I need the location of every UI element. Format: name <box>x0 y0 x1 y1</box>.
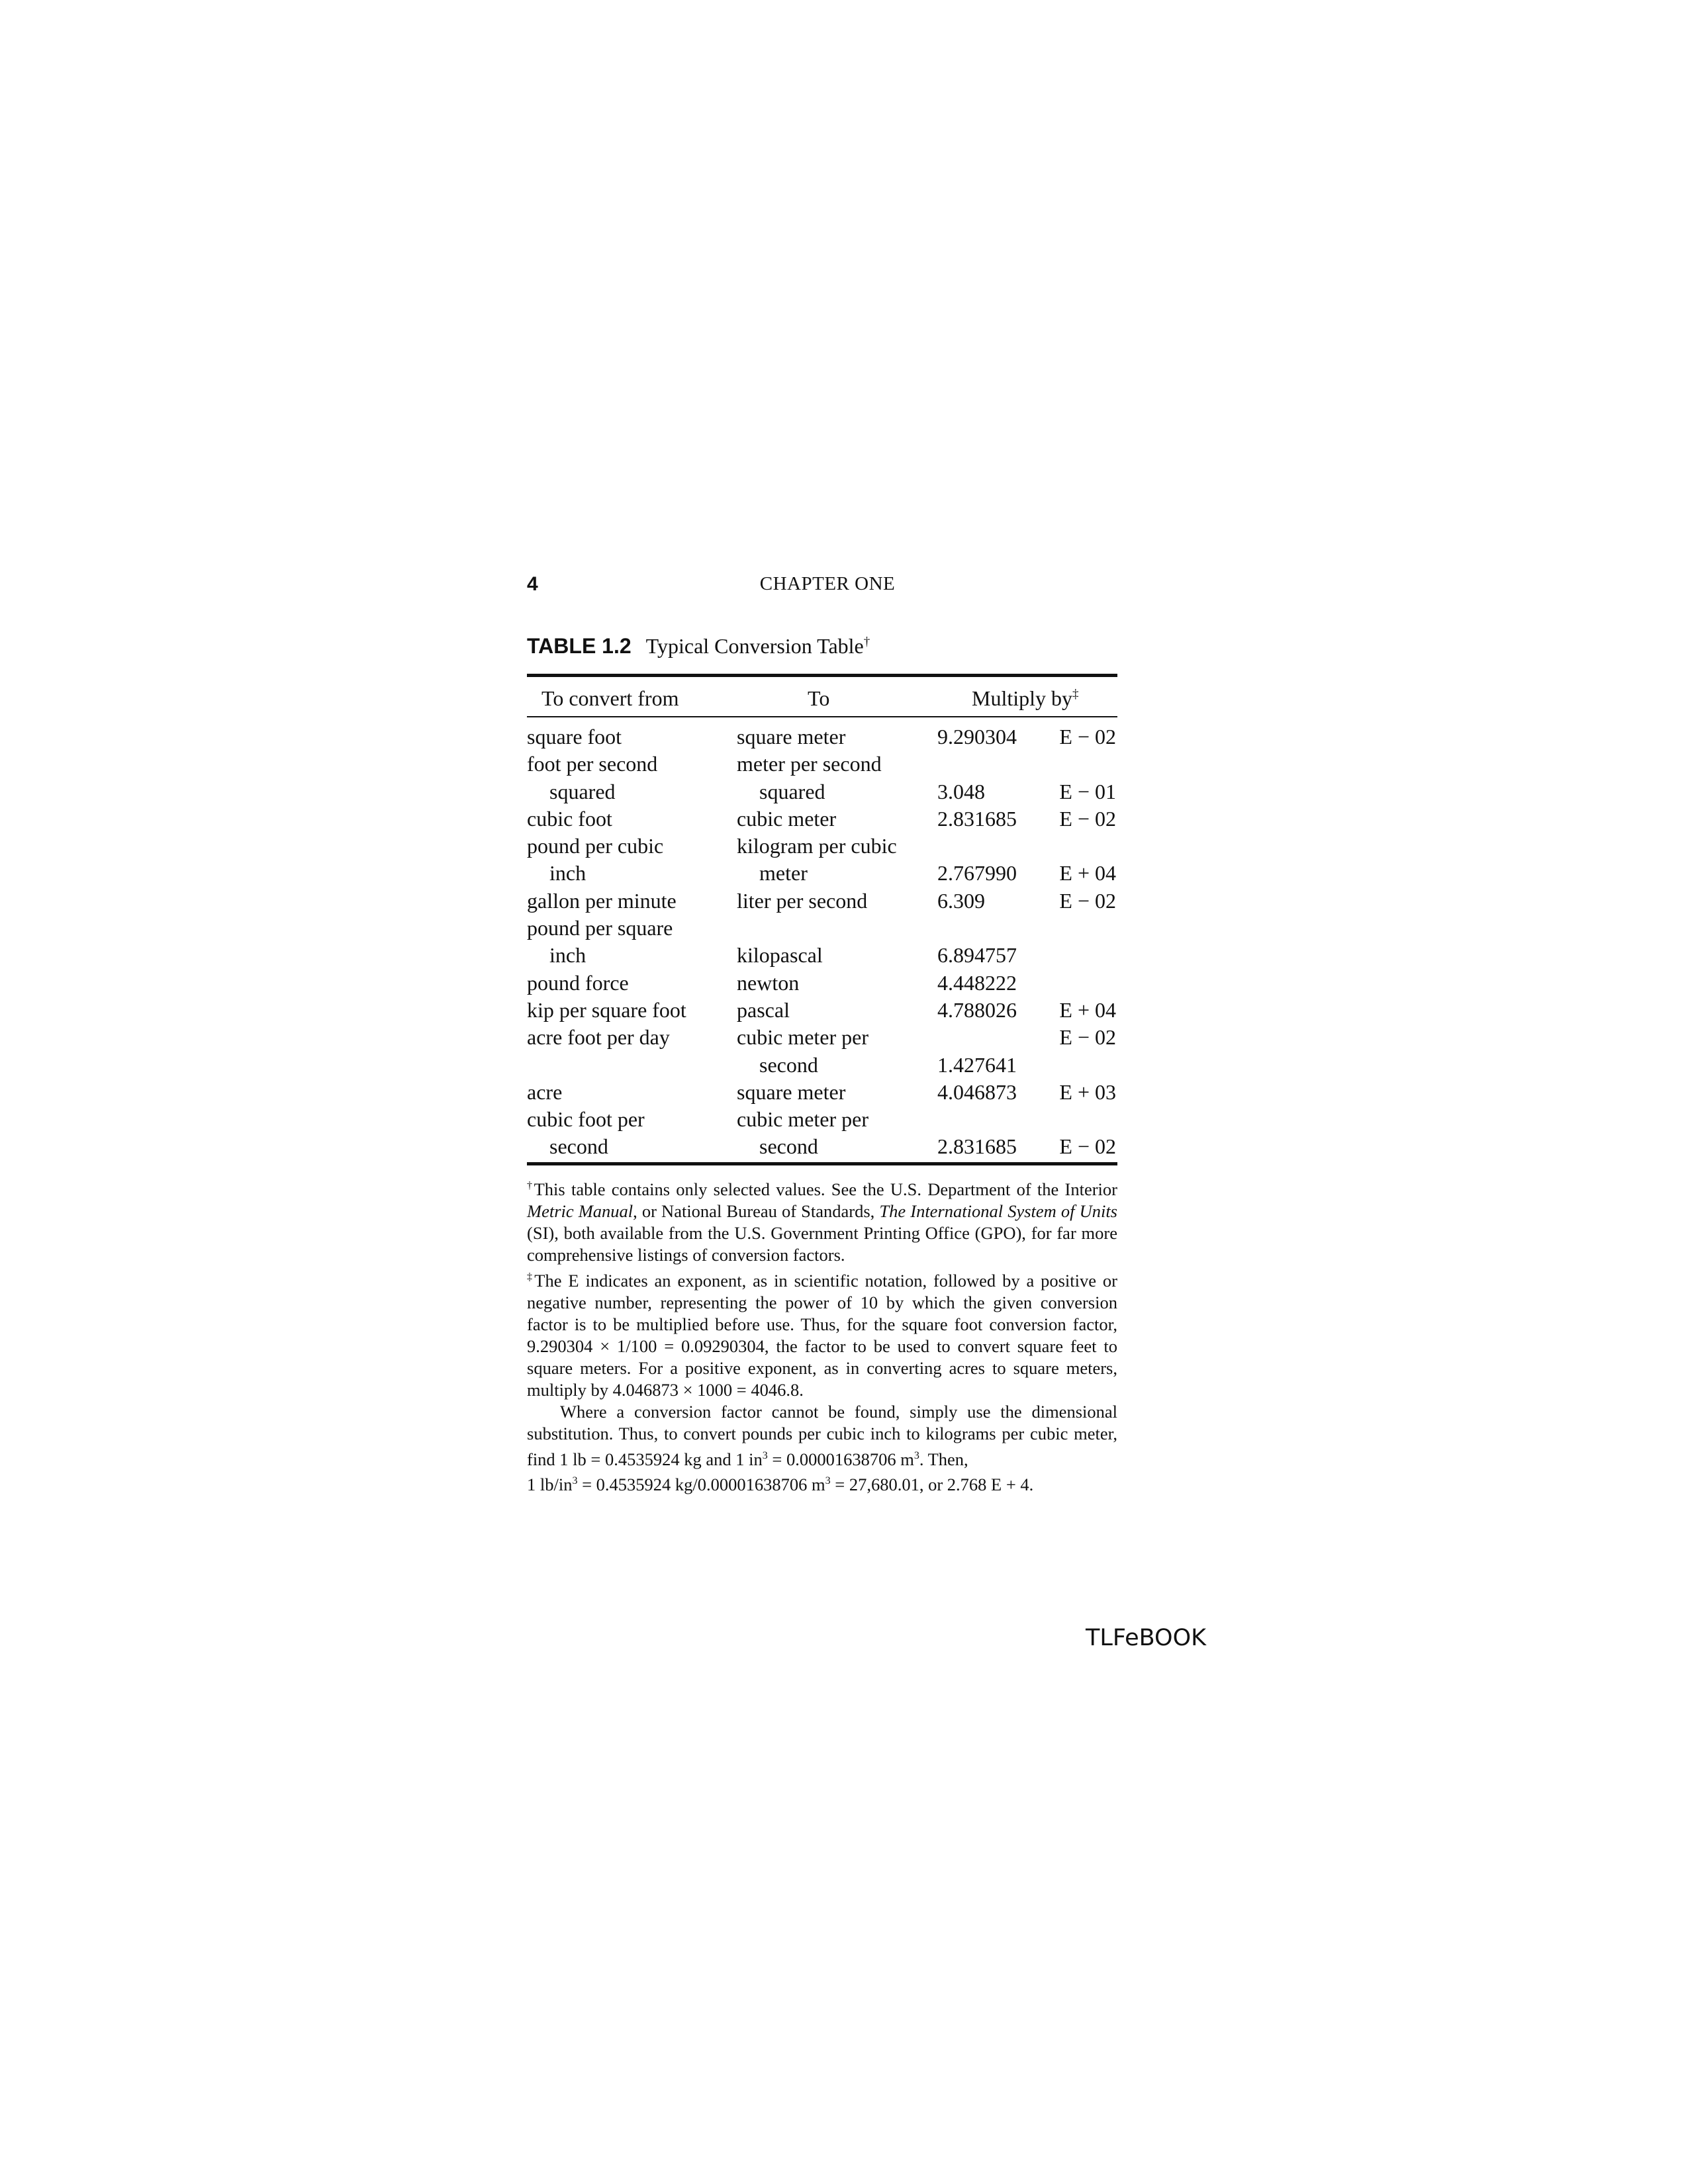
cell-to: cubic meter per <box>737 1025 868 1050</box>
cell-mantissa: 9.290304 <box>937 725 1017 749</box>
cell-mantissa: 3.048 <box>937 779 985 803</box>
cell-to: square meter <box>737 725 846 749</box>
footnote-dagger-text-c: , or National Bureau of Standards, <box>633 1201 880 1221</box>
table-row <box>527 915 1117 942</box>
cell-mantissa: 6.894757 <box>937 943 1017 968</box>
footnote-dagger <box>527 1175 1117 1266</box>
cell-exponent: E + 03 <box>1059 1079 1116 1104</box>
cell-to: kilogram per cubic <box>737 834 897 858</box>
footnote-double-dagger-mark: ‡ <box>527 1271 535 1283</box>
table-row <box>527 833 1117 860</box>
page-number: 4 <box>527 573 538 595</box>
footnote-double-dagger-text: The E indicates an exponent, as in scientific notation, followed by a positive or negative number, representing the power of 10 by which the given conversion factor is to be multiplied before use. Thus, for the square foot conversion factor, 9.290304 × 1/100 = 0.09290304, the factor to be used to convert square feet to square meters. For a positive exponent, as in converting acres to square meters, multiply by 4.046873 × 1000 = 4046.8. <box>527 1270 1117 1400</box>
cell-to: second <box>759 1134 818 1159</box>
cell-from: acre <box>527 1079 563 1104</box>
running-head: CHAPTER ONE <box>759 573 896 594</box>
footnote-dagger-text-d: The International System of Units <box>879 1201 1117 1221</box>
table-row <box>527 1024 1117 1051</box>
footnote-dagger-text-e: (SI), both available from the U.S. Government Printing Office (GPO), for far more comprehensive listings of conversion factors. <box>527 1222 1117 1265</box>
cell-exponent: E − 02 <box>1059 725 1116 749</box>
cell-from: cubic foot <box>527 806 612 831</box>
cell-from: second <box>549 1134 608 1159</box>
table-row <box>527 751 1117 778</box>
para-text-b: = 0.00001638706 m <box>767 1449 914 1469</box>
cell-mantissa: 6.309 <box>937 888 985 913</box>
table-notes <box>527 1175 1117 1496</box>
cell-mantissa: 2.767990 <box>937 861 1017 886</box>
cell-from: square foot <box>527 725 622 749</box>
cell-mantissa: 4.788026 <box>937 997 1017 1022</box>
cell-to: second <box>759 1052 818 1077</box>
cell-to: liter per second <box>737 888 868 913</box>
eq-text-a: 1 lb/in <box>527 1475 573 1495</box>
cell-exponent: E + 04 <box>1059 861 1116 886</box>
cell-from: cubic foot per <box>527 1107 645 1132</box>
cell-exponent: E − 02 <box>1059 1134 1116 1159</box>
eq-text-b: = 0.4535924 kg/0.00001638706 m <box>577 1475 825 1495</box>
cell-to: cubic meter per <box>737 1107 868 1132</box>
col-head-multiply <box>972 686 1079 711</box>
cell-mantissa: 4.046873 <box>937 1079 1017 1104</box>
para-sup-2: 3 <box>914 1449 919 1461</box>
footnote-dagger-mark: † <box>527 1180 534 1191</box>
table-row <box>527 723 1117 751</box>
footnote-dagger-text-a: This table contains only selected values. See the U.S. Department of the Interior <box>534 1179 1117 1199</box>
cell-from: foot per second <box>527 752 658 776</box>
para-text-c: . Then, <box>919 1449 968 1469</box>
cell-mantissa: 4.448222 <box>937 970 1017 995</box>
cell-exponent: E + 04 <box>1059 997 1116 1022</box>
cell-to: kilopascal <box>737 943 823 968</box>
cell-exponent: E − 02 <box>1059 1025 1116 1050</box>
table-row <box>527 887 1117 915</box>
table-row <box>527 1106 1117 1133</box>
cell-to: cubic meter <box>737 806 837 831</box>
substitution-paragraph <box>527 1401 1117 1471</box>
cell-exponent: E − 02 <box>1059 888 1116 913</box>
cell-from: pound per square <box>527 916 673 940</box>
table-bottom-rule <box>527 1162 1117 1165</box>
cell-from: kip per square foot <box>527 997 686 1022</box>
cell-from: pound force <box>527 970 629 995</box>
table-title-mark: † <box>863 635 870 649</box>
cell-to: newton <box>737 970 800 995</box>
cell-from: gallon per minute <box>527 888 677 913</box>
col-head-to: To <box>808 686 830 710</box>
table-label: TABLE 1.2 <box>527 634 632 658</box>
cell-to: meter per second <box>737 752 882 776</box>
cell-from: inch <box>549 943 586 968</box>
table-row <box>527 1133 1117 1160</box>
cell-from: pound per cubic <box>527 834 664 858</box>
col-head-multiply-mark: ‡ <box>1072 687 1079 702</box>
cell-mantissa: 2.831685 <box>937 806 1017 831</box>
watermark: TLFeBOOK <box>1086 1625 1207 1651</box>
cell-mantissa: 1.427641 <box>937 1052 1017 1077</box>
col-head-multiply-label: Multiply by <box>972 686 1073 710</box>
eq-sup-2: 3 <box>825 1475 831 1487</box>
cell-exponent: E − 01 <box>1059 779 1116 803</box>
cell-exponent: E − 02 <box>1059 806 1116 831</box>
cell-to: squared <box>759 779 825 803</box>
col-head-from: To convert from <box>541 686 679 710</box>
table-title: Typical Conversion Table <box>645 634 864 658</box>
table-row <box>527 778 1117 805</box>
footnote-dagger-text-b: Metric Manual <box>527 1201 633 1221</box>
table-row <box>527 1079 1117 1106</box>
table-row <box>527 1052 1117 1079</box>
footnote-double-dagger <box>527 1266 1117 1401</box>
cell-to: pascal <box>737 997 790 1022</box>
cell-to: square meter <box>737 1079 846 1104</box>
para-text-a: Where a conversion factor cannot be found, simply use the dimensional substitution. Thus, to convert pounds per cubic inch to kilograms per cubic meter, find 1 lb = 0.4535924 kg and 1 in <box>527 1401 1117 1469</box>
eq-sup-1: 3 <box>572 1475 578 1487</box>
table-row <box>527 942 1117 969</box>
para-sup-1: 3 <box>762 1449 768 1461</box>
table-caption <box>527 634 870 659</box>
table-head-rule <box>527 716 1117 717</box>
table-body <box>527 723 1117 1161</box>
table-row <box>527 997 1117 1024</box>
table-row <box>527 805 1117 833</box>
table-row <box>527 860 1117 887</box>
cell-to: meter <box>759 861 808 886</box>
substitution-equation <box>527 1470 1117 1496</box>
cell-mantissa: 2.831685 <box>937 1134 1017 1159</box>
cell-from: squared <box>549 779 616 803</box>
cell-from: acre foot per day <box>527 1025 670 1050</box>
cell-from: inch <box>549 861 586 886</box>
eq-text-c: = 27,680.01, or 2.768 E + 4. <box>830 1475 1034 1495</box>
table-top-rule <box>527 674 1117 677</box>
table-row <box>527 970 1117 997</box>
